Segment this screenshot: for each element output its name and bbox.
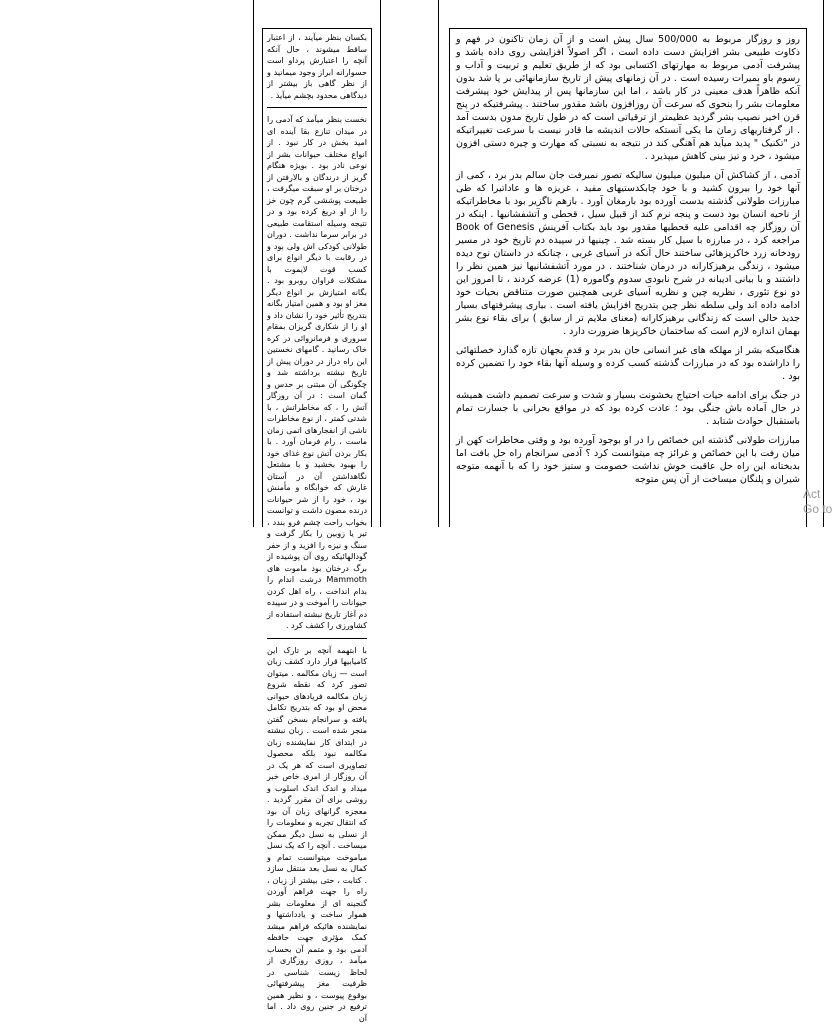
left-paragraph-divider <box>267 107 367 108</box>
activation-watermark <box>803 487 832 517</box>
right-page-frame <box>449 28 807 527</box>
right-paragraph-5: مبارزات طولانی گذشته این خصائص را در او بوجود آورده بود و وقتی مخاطرات کهن از میان رفت با این خصائص و غرائز چه میتوانست کرد ؟ آدمی سرانجام راه حل بافت اما بدبختانه این راه حل عاقبت خوش نداشت خصومت و ستیز خود را که با آنهمه متوجه شیران و پلنگان میساخت از آن پس متوجه <box>456 435 800 485</box>
right-paragraph-3: هنگامیکه بشر از مهلکه های غیر انسانی جان بدر برد و قدم بجهان تازه گذارد خصلتهائی را داراشده بود که در مبارزات گذشته کسب کرده و وسیله آنها بقاء خود را تضمین کرده بود . <box>456 345 800 382</box>
watermark-line-2: Go to <box>803 502 832 516</box>
left-page-text <box>263 29 371 1033</box>
right-paragraph-4: در جنگ برای ادامه حیات احتیاج بخشونت بسیار و شدت و سرعت تصمیم داشت همیشه در حال آماده باش جنگی بود ؛ عادت کرده بود که در مواقع بحرانی با جسارت تمام باستقبال حوادث شتابد . <box>456 390 800 427</box>
right-page-text <box>450 29 806 486</box>
right-paragraph-2: آدمی ، از کشاکش آن میلیون میلیون سالیکه تصور نمیرفت جان سالم بدر برد ، کمی از آنها خود را بیرون کشید و با خود چابکدستیهای مفید ، غریزه ها و عاداتیرا که طی مبارزات طولانی گذشته بدست آورده بود بارمغان آورد . بازهم ناگزیر بود با مخاطراتیکه از ناحیه انسان بود دست و پنجه نرم کند از قبیل سیل ، قحطی و آتشفشانیها . اینکه در آن روزگار چه اقدامی علیه قحطیها مقدور بود باید بکتاب آفرینش Book of Genesis مراجعه کرد ، در مبارزه با سیل کار بسته شد . چینیها در سپیده دم تاریخ خود در مسیر رودخانه زرد خاکریزهائی ساختند حال آنکه در آسیای غربی ، چنانکه در داستان نوح دیده میشود ، زندگی برهیزکارانه در درمان شناختند . در مورد آتشفشانیها نیز همین نظر را داشتند و با بیانی ادیبانه در شرح نابودی سدوم وگاموره (1) عرضه کردند ، تا امروز این دو نوع تئوری ، نظریه چین و نظریه آسیای غربی همچنین صورت متناقض بحیات خود ادامه داده اند ولی سلطه نظر چین بتدریج افزایش یافته است . بیاری پیشرفتهای بسیار جدید حالی است که زندگانی برهیزکارانه (معنای ملایم تر از سابق ) برای بقاء نوع بشر بهمان اندازه لازم است که ساختمان خاکریزها ضرورت دارد . <box>456 170 800 337</box>
left-page <box>253 0 381 1023</box>
left-paragraph-1: بکسان بنظر میآیند ، از اعتبار ساقط میشوند ، حال آنکه آنچه را اعتبارش پرداو است حسوارانه ابراز وجود میمانید و از نظر گاهی باز بیشتر از دیدگاهی محدود بچشم میآید . <box>267 33 367 100</box>
left-paragraph-2: نخست بنظر میآمد که آدمی را در میدان تنازع بقا آینده ای امید بخش در کار نبود . از انواع مختلف حیوانات بشر از نوعی نادر بود . بویژه هنگام گریز از درندگان و بالارفتن از درختان بر او سبقت میگرفت ، طبیعت پوششی گرم چون خز را از او دریغ کرده بود و در نتیجه وسیله استقامت طبیعی در برابر سرما نداشت . دوران طولانی کودکی اش ولی بود و در رقابت با دیگر انواع برای کسب قوت لایموت با مشکلات فراوان روبرو بود . بگانه امتیازش بر انواع دیگر مغز او بود و همین امتیاز بگانه بتدریج تأثیر خود را نشان داد و او را از شکاری گریزان بمقام سروری و فرمانروائی در کره خاک رسانید . گامهای نخستین این راه دراز در دوران پیش از تاریخ نبشته برداشته شد و چگونگی آن مبتنی بر حدس و گمان است : در آن روزگار آتش را ، که مخاطراتش ، با شدتی کمتر ، از نوع مخاطرات ناشی از انفجارهای اتمی زمان ماست ، رام فرمان آورد . با بکار بردن آتش نوع غذای خود را بهبود بخشید و با مشتعل نگاهداشتن آن در آستان غارش که خوابگاه و مأمنش بود ، خود را از شر حیوانات درنده مصون داشت و توانست بخواب راحت چشم فرو بندد ، تیر یا زوبین را بکار گرفت و سنگ و نیزه را افزید و از حفر گودالهائیکه روی آن پوشیده از برگ درختان بود ماموت های Mammoth درشت اندام را بدام انداخت ، راه اهل کردن حیوانات را آموخت و در سپیده دم آغاز تاریخ نبشته استفاده از کشاورزی را کشف کرد . <box>267 115 367 630</box>
right-page <box>438 0 824 527</box>
left-paragraph-divider <box>267 638 367 639</box>
watermark-line-1: Act <box>803 487 821 501</box>
left-paragraph-3: با ابتهمه آنچه بر تارک این کامیابیها قرار دارد کشف زبان است — زبان مکالمه . میتوان تصور کرد که نقطه شروع زبان مکالمه فریادهای حیوانی محض او بود که بتدریج تکامل یافته و سرانجام بسخن گفتن منجر شده است . زبان نبشته در ابتدای کار نمایشنده زبان مکالمه نبود بلکه محصول تصاویری است که هر یک در آن روزگار از امری خاص خبر میداد و اندک اندک اسلوب و روشی برای آن مقرر گردید . معجزه گرانهای زبان آن بود که انتقال تجربه و معلومات را از نسلی به نسل دیگر ممکن میساخت . آنچه را که یک نسل میاموخت میتوانست تمام و کمال به نسل بعد منتقل سازد . کتابت ، حتی بیشتر از زبان ، راه را جهت فراهم آوردن گنجینه ای از معلومات بشر هموار ساخت و یادداشتها و نمایشنده هائیکه فراهم میشد کمک مؤثری جهت حافظه آدمی بود و متمم آن بحساب میآمد ، روزی روزگاری از لحاظ زیست شناسی در ظرفیت مغز پیشرفتهائی بوقوع پیوست ، و نظیر همین ترفیع در جنین روی داد . اما آن <box>267 645 367 1023</box>
left-page-frame <box>262 28 372 1023</box>
right-paragraph-1: روز و روزگار مربوط به 500/000 سال پیش است و از آن زمان تاکنون در فهم و ذکاوت طبیعی بشر افزایش دست داده است ، اگر اصولاً افزایشی روی داده باشد و پیشرفت آدمی مربوط به مهارتهای اکتسابی بود که از طریق تعلیم و تربیت و آداب و رسوم باو بمیرات رسیده است . در آن زمانهای پیش از تاریخ سازمانهائی بر پا شد بدون آنکه ظاهراً هدف معینی در کار باشد ، اما این سازمانها پس از پیدایش خود پیشرفت معلومات بشر را بنحوی که سرعت آن روزافزون باشد مقدور ساختند . پیشرفتیکه در پنج قرن اخیر نصیب بشر گردید عظیمتر از ترقیاتی است که در طول تاریخ مدون بدست آمد . از گرفتاریهای زمان ما یکی آنستکه حالات اندیشه ما قادر نیست با سرعت تغییراتیکه در "تکنیک " پدید میآید هم آهنگی کند در نتیجه به نسبتی که مهارت و چیره دستی افزون میشود ، خرد و تیز بینی کاهش میپذیرد . <box>456 34 800 162</box>
